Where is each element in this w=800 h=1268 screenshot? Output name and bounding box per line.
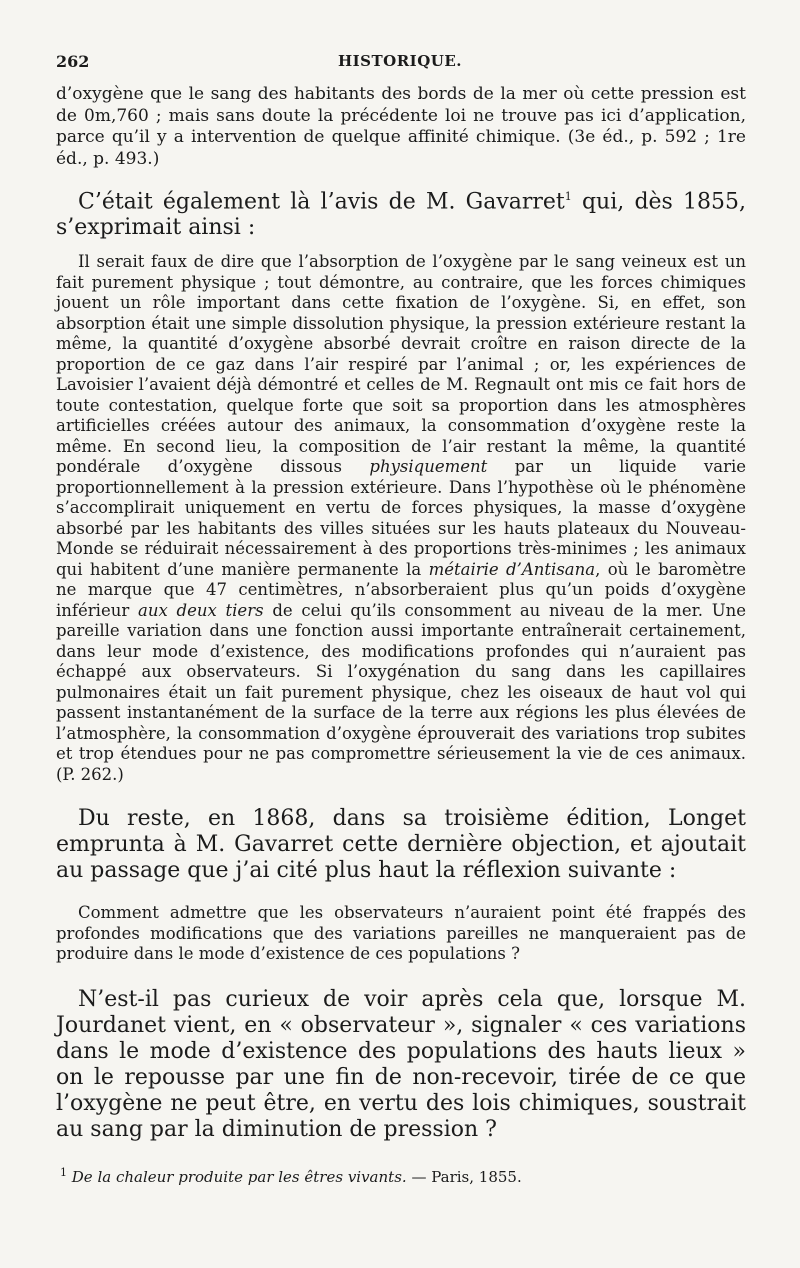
page-header [56,52,744,78]
page-number: 262 [56,52,90,71]
quote-text: Il serait faux de dire que l’absorption de l’oxygène par le sang veineux est un fait purement physique ; tout démontre, au contraire, que les forces chimiques jouent un rôle important dans cette fixation de l’oxygène. Si, en effet, son absorption était une simple dissolution physique, la pression extérieure restant la même, la quantité d’oxygène absorbé devrait croître en raison directe de la proportion de ce gaz dans l’air respiré par l’animal ; or, les expériences de Lavoisier l’avaient déjà démontré et celles de M. Regnault ont mis ce fait hors de toute contestation, quelque forte que soit sa proportion dans les atmosphères artificielles créées autour des animaux, la consommation d’oxygène reste la même. En second lieu, la composition de l’air restant la même, la quantité pondérale d’oxygène dissous [56,252,746,476]
quote-emphasis: physiquement [369,457,488,476]
footnote-title: De la chaleur produite par les êtres vivants. [71,1168,407,1186]
footnote-reference: 1 [564,190,572,203]
quote-emphasis: aux deux tiers [137,600,264,620]
quote-emphasis: métairie d’Antisana [428,559,596,579]
running-head: HISTORIQUE. [337,52,463,70]
paragraph-text: qui, dès 1855, s’exprimait ainsi : [56,189,746,241]
continuation-paragraph: d’oxygène que le sang des habitants des bords de la mer où cette pression est de 0m,760 ; mais sans doute la précédente loi ne trouve pas ici d’application, parce qu’il y a intervention de quelque affinité chimique. (3e éd., p. 592 ; 1re éd., p. 493.) [56,84,746,169]
paragraph-text: C’était également là l’avis de M. Gavarret [78,189,565,215]
quote-text: , où le baromètre ne marque que 47 centimètres, n’absorberaient plus qu’un poids d’oxygène inférieur [56,559,747,620]
longet-quotation: Comment admettre que les observateurs n’auraient point été frappés des profondes modifications que des variations pareilles ne manqueraient pas de produire dans le mode d’existence de ces populations ? [56,903,746,963]
quote-text: de celui qu’ils consomment au niveau de la mer. Une pareille variation dans une fonction aussi importante entraînerait certainement, dans leur mode d’existence, des modifications profondes qui n’auraient pas échappé aux observateurs. Si l’oxygénation du sang dans les capillaires pulmonaires était un fait purement physique, chez les oiseaux de haut vol qui passent instantanément de la surface de la terre aux régions les plus élevées de l’atmosphère, la consommation d’oxygène éprouverait des variations trop subites et trop étendues pour ne pas compromettre sérieusement la vie de ces animaux. (P. 262.) [56,600,747,784]
footnote [60,1163,746,1187]
footnote-text: — Paris, 1855. [406,1168,522,1186]
paragraph-jourdanet: N’est-il pas curieux de voir après cela que, lorsque M. Jourdanet vient, en « observateur », signaler « ces variations dans le mode d’existence des populations des hauts lieux » on le repousse par une fin de non-recevoir, tirée de ce que l’oxygène ne peut être, en vertu des lois chimiques, soustrait au sang par la diminution de pression ? [56,987,746,1142]
paragraph-longet: Du reste, en 1868, dans sa troisième édition, Longet emprunta à M. Gavarret cette dernière objection, et ajoutait au passage que j’ai cité plus haut la réflexion suivante : [56,806,746,883]
gavarret-quotation [56,252,746,785]
footnote-mark: 1 [60,1166,67,1179]
quote-text: par un liquide varie proportionnellement à la pression extérieure. Dans l’hypothèse où le phénomène s’accomplirait uniquement en vertu de forces physiques, la masse d’oxygène absorbé par les habitants des villes situées sur les hauts plateaux du Nouveau-Monde se réduirait nécessairement à des proportions très-minimes ; les animaux qui habitent d’une manière permanente la [56,457,746,579]
paragraph-gavarret-intro [56,184,746,241]
